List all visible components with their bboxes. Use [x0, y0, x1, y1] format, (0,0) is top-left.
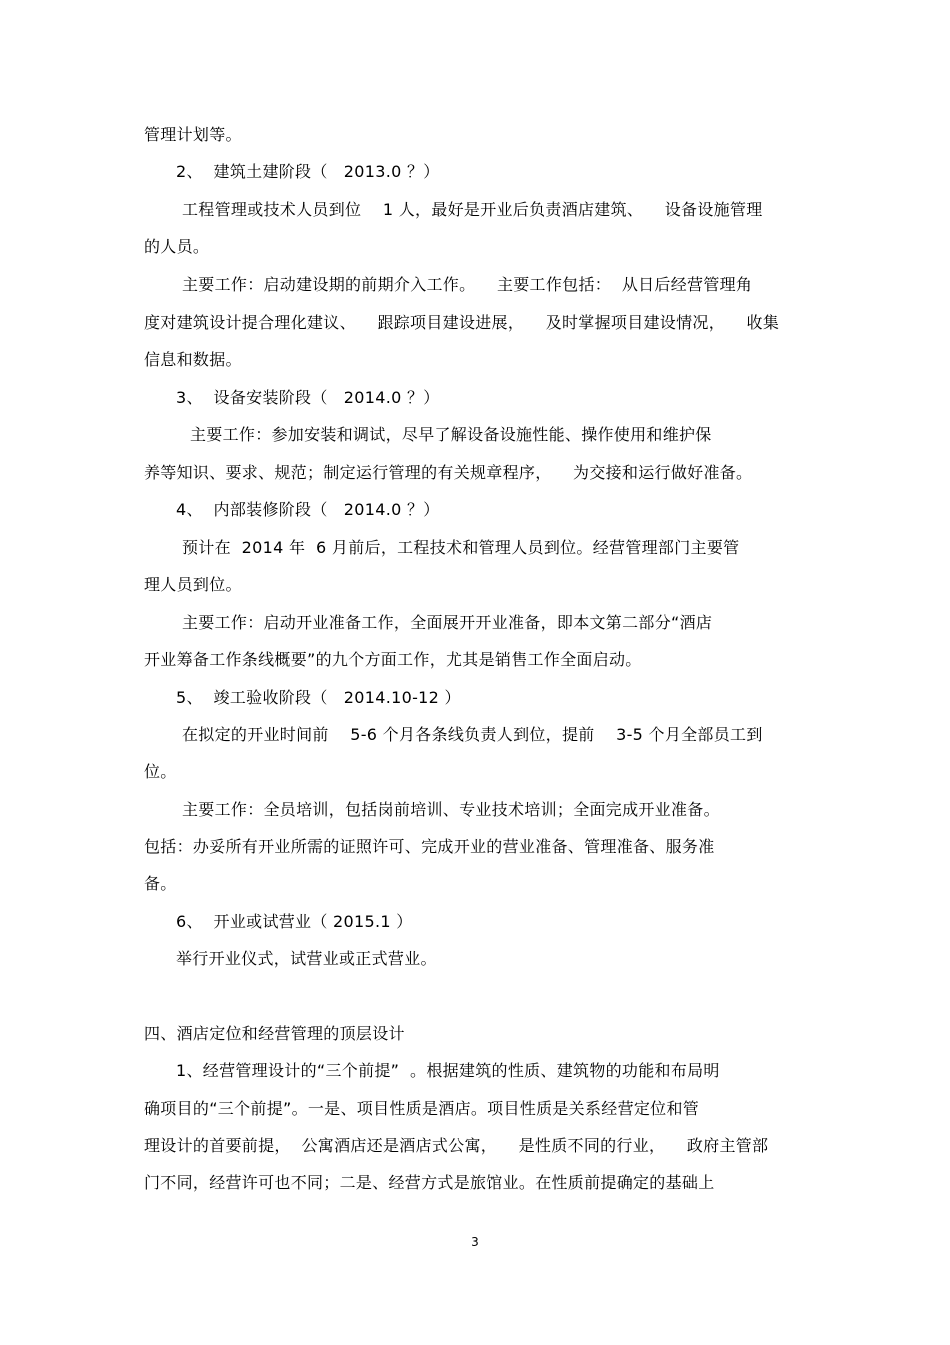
section-heading: 6、 开业或试营业（ 2015.1 ） [176, 912, 413, 931]
text-line: 举行开业仪式，试营业或正式营业。 [176, 949, 437, 968]
text-line: 理人员到位。 [144, 575, 242, 594]
text-line: 主要工作：启动开业准备工作，全面展开开业准备，即本文第二部分“酒店 [182, 613, 713, 632]
text-line: 主要工作：启动建设期的前期介入工作。 主要工作包括： 从日后经营管理角 [182, 275, 753, 294]
section-heading: 3、 设备安装阶段（ 2014.0 ？） [176, 388, 440, 407]
chapter-heading: 四、酒店定位和经营管理的顶层设计 [144, 1024, 405, 1043]
section-heading: 4、 内部装修阶段（ 2014.0 ？） [176, 500, 440, 519]
text-line: 信息和数据。 [144, 350, 242, 369]
page-number: 3 [471, 1235, 479, 1249]
text-line: 养等知识、要求、规范；制定运行管理的有关规章程序， 为交接和运行做好准备。 [144, 463, 753, 482]
text-line: 主要工作：参加安装和调试，尽早了解设备设施性能、操作使用和维护保 [190, 425, 712, 444]
text-line: 备。 [144, 874, 177, 893]
section-heading: 5、 竣工验收阶段（ 2014.10-12 ） [176, 688, 461, 707]
text-line: 的人员。 [144, 237, 210, 256]
text-line: 门不同，经营许可也不同；二是、经营方式是旅馆业。在性质前提确定的基础上 [144, 1173, 715, 1192]
text-line: 1、经营管理设计的“三个前提” 。根据建筑的性质、建筑物的功能和布局明 [176, 1061, 720, 1080]
text-line: 开业筹备工作条线概要”的九个方面工作，尤其是销售工作全面启动。 [144, 650, 642, 669]
text-line: 管理计划等。 [144, 125, 242, 144]
text-line: 度对建筑设计提合理化建议、 跟踪项目建设进展， 及时掌握项目建设情况， 收集 [144, 313, 780, 332]
text-line: 确项目的“三个前提”。一是、项目性质是酒店。项目性质是关系经营定位和管 [144, 1099, 700, 1118]
text-line: 在拟定的开业时间前 5-6 个月各条线负责人到位，提前 3-5 个月全部员工到 [182, 725, 763, 744]
text-line: 位。 [144, 762, 177, 781]
text-line: 包括：办妥所有开业所需的证照许可、完成开业的营业准备、管理准备、服务准 [144, 837, 715, 856]
text-line: 工程管理或技术人员到位 1 人，最好是开业后负责酒店建筑、 设备设施管理 [182, 200, 763, 219]
section-heading: 2、 建筑土建阶段（ 2013.0 ？） [176, 162, 440, 181]
text-line: 理设计的首要前提， 公寓酒店还是酒店式公寓， 是性质不同的行业， 政府主管部 [144, 1136, 769, 1155]
text-line: 预计在 2014 年 6 月前后，工程技术和管理人员到位。经营管理部门主要管 [182, 538, 740, 557]
text-line: 主要工作：全员培训，包括岗前培训、专业技术培训；全面完成开业准备。 [182, 800, 720, 819]
